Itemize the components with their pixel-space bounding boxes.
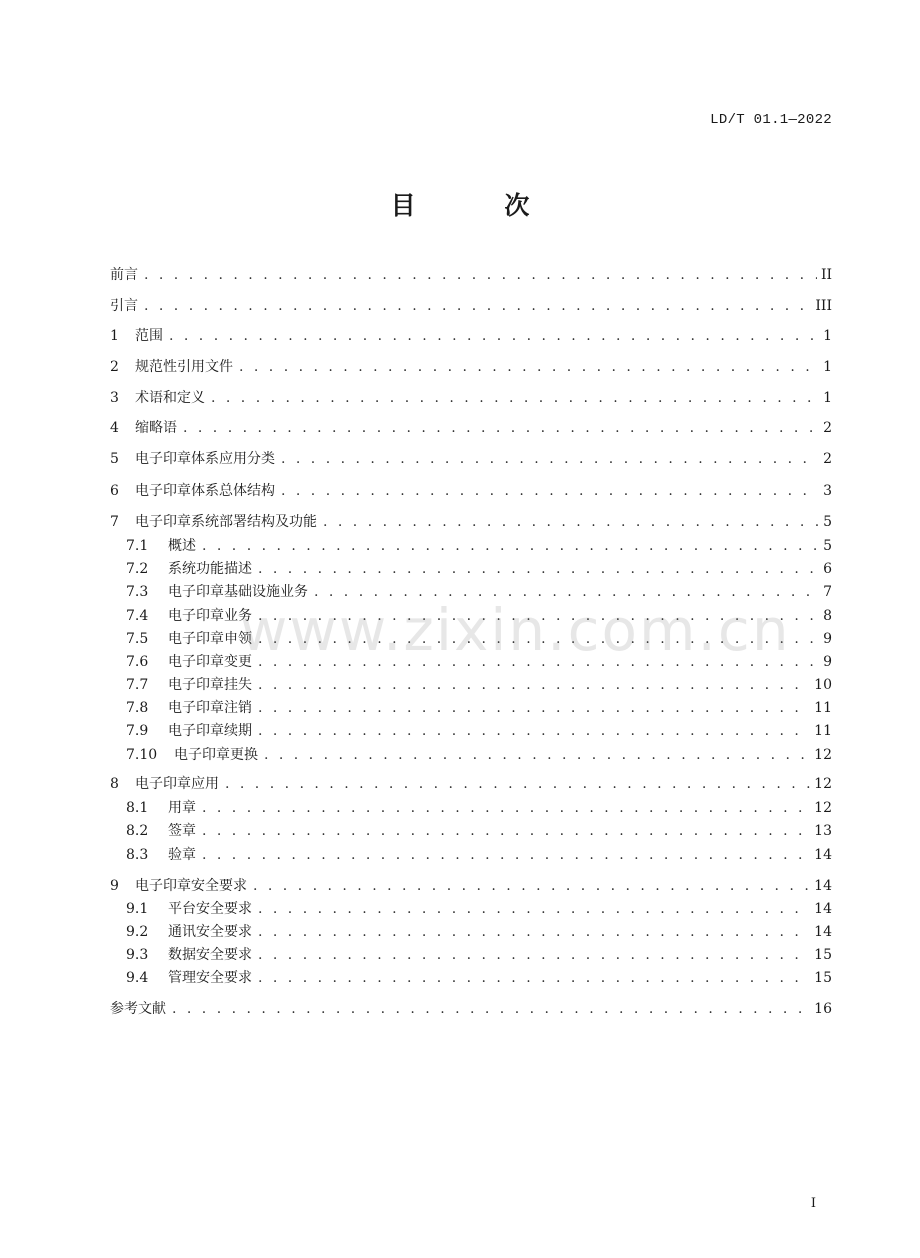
toc-entry-page: 12: [814, 776, 832, 792]
toc-entry-label: 签章: [168, 823, 196, 839]
toc-entry[interactable]: [110, 876, 832, 896]
dot-leader: [281, 481, 818, 501]
toc-entry-page: 14: [814, 878, 832, 894]
toc-entry-label: 电子印章业务: [168, 608, 252, 624]
toc-entry-page: 14: [814, 924, 832, 940]
dot-leader: [202, 536, 818, 556]
toc-entry-number: 8.2: [126, 823, 149, 839]
toc-entry-page: 13: [814, 823, 832, 839]
toc-entry-number: 4: [110, 420, 119, 436]
toc-entry[interactable]: [110, 999, 832, 1019]
toc-entry-page: 1: [823, 359, 832, 375]
dot-leader: [323, 512, 818, 532]
dot-leader: [202, 845, 810, 865]
toc-entry-label: 系统功能描述: [168, 561, 252, 577]
dot-leader: [239, 357, 818, 377]
toc-entry-label: 电子印章申领: [168, 631, 252, 647]
document-id: LD/T 01.1—2022: [710, 112, 832, 128]
toc-entry-page: 3: [823, 483, 832, 499]
dot-leader: [183, 418, 818, 438]
toc-entry-page: 8: [823, 608, 832, 624]
toc-entry-page: 11: [814, 723, 832, 739]
toc-entry[interactable]: [126, 798, 832, 818]
toc-entry-number: 6: [110, 483, 119, 499]
toc-entry-number: 9.4: [126, 970, 149, 986]
toc-entry[interactable]: [126, 559, 832, 579]
dot-leader: [211, 388, 818, 408]
toc-entry-label: 电子印章注销: [168, 700, 252, 716]
toc-entry-number: 9.1: [126, 901, 149, 917]
toc-entry-page: 12: [814, 747, 832, 763]
toc-entry-label: 规范性引用文件: [135, 359, 233, 375]
dot-leader: [253, 876, 810, 896]
toc-entry-number: 7.6: [126, 654, 149, 670]
toc-entry-label: 平台安全要求: [168, 901, 252, 917]
toc-entry-number: 5: [110, 451, 119, 467]
toc-entry-label: 电子印章挂失: [168, 677, 252, 693]
toc-entry-number: 3: [110, 390, 119, 406]
toc-entry-label: 通讯安全要求: [168, 924, 252, 940]
toc-entry-number: 7: [110, 514, 119, 530]
toc-entry-number: 9.2: [126, 924, 149, 940]
toc-entry-label: 电子印章安全要求: [135, 878, 247, 894]
dot-leader: [258, 675, 810, 695]
dot-leader: [258, 899, 810, 919]
toc-entry[interactable]: [126, 721, 832, 741]
toc-entry[interactable]: [110, 481, 832, 501]
watermark: www.zixin.com.cn: [240, 596, 791, 664]
toc-entry-label: 电子印章体系总体结构: [135, 483, 275, 499]
toc-entry-number: 8: [110, 776, 119, 792]
toc-entry-page: 12: [814, 800, 832, 816]
toc-entry-number: 2: [110, 359, 119, 375]
toc-entry-number: 7.9: [126, 723, 149, 739]
toc-entry-page: 6: [823, 561, 832, 577]
toc-entry[interactable]: [126, 675, 832, 695]
toc-entry-number: 1: [110, 328, 119, 344]
toc-entry[interactable]: [126, 745, 832, 765]
toc-entry-label: 电子印章更换: [174, 747, 258, 763]
toc-entry-number: 7.3: [126, 584, 149, 600]
dot-leader: [225, 774, 810, 794]
dot-leader: [264, 745, 810, 765]
toc-entry-number: 7.2: [126, 561, 149, 577]
toc-entry-page: II: [820, 267, 832, 283]
toc-entry-label: 电子印章续期: [168, 723, 252, 739]
toc-entry-page: 7: [823, 584, 832, 600]
toc-entry-label: 电子印章变更: [168, 654, 252, 670]
toc-entry[interactable]: [126, 968, 832, 988]
toc-entry-page: 14: [814, 901, 832, 917]
toc-entry-page: 1: [823, 390, 832, 406]
toc-entry-label: 术语和定义: [135, 390, 205, 406]
dot-leader: [144, 296, 811, 316]
toc-entry-number: 7.1: [126, 538, 149, 554]
toc-entry-number: 7.10: [126, 747, 158, 763]
dot-leader: [258, 698, 810, 718]
dot-leader: [144, 265, 817, 285]
toc-entry-page: 9: [823, 631, 832, 647]
dot-leader: [258, 945, 810, 965]
toc-entry-number: 8.1: [126, 800, 149, 816]
toc-entry-number: 7.8: [126, 700, 149, 716]
dot-leader: [169, 326, 818, 346]
toc-entry-number: 9.3: [126, 947, 149, 963]
toc-entry-page: 2: [823, 451, 832, 467]
toc-entry[interactable]: [126, 922, 832, 942]
dot-leader: [258, 968, 810, 988]
toc-entry-page: 1: [823, 328, 832, 344]
toc-entry-label: 前言: [110, 267, 138, 283]
toc-entry[interactable]: [126, 821, 832, 841]
toc-entry-label: 概述: [168, 538, 196, 554]
toc-entry-label: 引言: [110, 298, 138, 314]
toc-entry-number: 7.5: [126, 631, 149, 647]
toc-entry-number: 9: [110, 878, 119, 894]
toc-entry-label: 参考文献: [110, 1001, 166, 1017]
toc-entry[interactable]: [110, 388, 832, 408]
toc-entry-page: 2: [823, 420, 832, 436]
toc-entry[interactable]: [126, 536, 832, 556]
toc-entry[interactable]: [126, 945, 832, 965]
dot-leader: [202, 821, 810, 841]
toc-entry-label: 用章: [168, 800, 196, 816]
dot-leader: [258, 559, 818, 579]
toc-entry-label: 范围: [135, 328, 163, 344]
dot-leader: [258, 922, 810, 942]
toc-entry[interactable]: [110, 449, 832, 469]
toc-entry[interactable]: [110, 774, 832, 794]
toc-entry-label: 电子印章体系应用分类: [135, 451, 275, 467]
toc-entry[interactable]: [110, 418, 832, 438]
toc-entry-page: 14: [814, 847, 832, 863]
toc-entry[interactable]: [126, 899, 832, 919]
toc-entry-label: 数据安全要求: [168, 947, 252, 963]
toc-entry-label: 验章: [168, 847, 196, 863]
page-number: I: [810, 1196, 816, 1211]
toc-entry-page: 11: [814, 700, 832, 716]
toc-entry-number: 8.3: [126, 847, 149, 863]
toc-entry-page: III: [815, 298, 832, 314]
dot-leader: [281, 449, 818, 469]
dot-leader: [202, 798, 810, 818]
toc-entry-page: 9: [823, 654, 832, 670]
toc-entry-label: 管理安全要求: [168, 970, 252, 986]
toc-entry-label: 电子印章系统部署结构及功能: [135, 514, 317, 530]
toc-entry-page: 15: [814, 947, 832, 963]
toc-entry-page: 16: [814, 1001, 832, 1017]
dot-leader: [258, 721, 810, 741]
dot-leader: [172, 999, 810, 1019]
toc-entry[interactable]: [110, 357, 832, 377]
toc-entry[interactable]: [110, 296, 832, 316]
toc-entry[interactable]: [126, 698, 832, 718]
toc-entry-number: 7.4: [126, 608, 149, 624]
toc-entry-label: 电子印章基础设施业务: [168, 584, 308, 600]
page-title: 目 次: [390, 191, 570, 220]
toc-entry[interactable]: [110, 265, 832, 285]
toc-entry-page: 5: [823, 538, 832, 554]
toc-entry[interactable]: [110, 326, 832, 346]
toc-entry-number: 7.7: [126, 677, 149, 693]
toc-entry[interactable]: [126, 845, 832, 865]
toc-entry[interactable]: [110, 512, 832, 532]
toc-entry-page: 10: [814, 677, 832, 693]
toc-entry-page: 5: [823, 514, 832, 530]
toc-entry-page: 15: [814, 970, 832, 986]
toc-entry-label: 缩略语: [135, 420, 177, 436]
toc-entry-label: 电子印章应用: [135, 776, 219, 792]
